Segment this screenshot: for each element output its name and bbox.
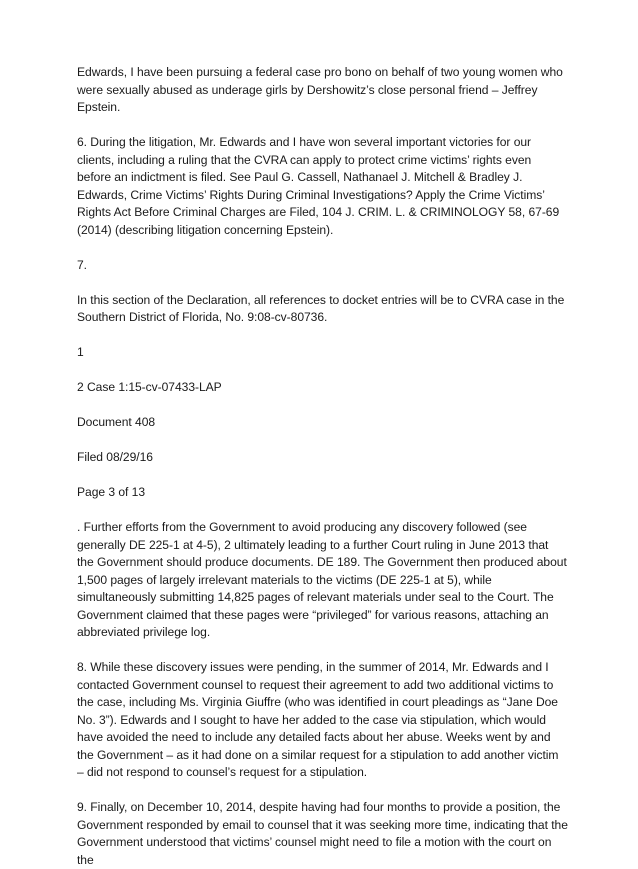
paragraph-discovery-efforts: . Further efforts from the Government to avoid producing any discovery followed (see generally DE 225-1 at 4-5), 2 ultimately leading to a further Court ruling in June 2013 that the Government should produce documents. DE 189. The Government then produced about 1,500 pages of largely irrelevant materials to the victims (DE 225-1 at 5), while simultaneously submitting 14,825 pages of relevant materials under seal to the Court. The Government claimed that these pages were “privileged” for various reasons, attaching an abbreviated privilege log. (77, 520, 567, 639)
paragraph-continuation: Edwards, I have been pursuing a federal case pro bono on behalf of two young women who were sexually abused as underage girls by Dershowitz’s close personal friend – Jeffrey Epstein. (77, 65, 563, 114)
footnote-number: 1 (77, 345, 84, 359)
paragraph-6: 6. During the litigation, Mr. Edwards and I have won several important victories for our clients, including a ruling that the CVRA can apply to protect crime victims’ rights even before an indictment is filed. See Paul G. Cassell, Nathanael J. Mitchell & Bradley J. Edwards, Crime Victims’ Rights During Criminal Investigations? Apply the Crime Victims’ Rights Act Before Criminal Charges are Filed, 104 J. CRIM. L. & CRIMINOLOGY 58, 67-69 (2014) (describing litigation concerning Epstein). (77, 135, 560, 237)
document-number: Document 408 (77, 415, 156, 429)
paragraph-7-number: 7. (77, 257, 87, 272)
footnote-docket-references: In this section of the Declaration, all references to docket entries will be to CVRA case in the Southern District of Florida, No. 9:08-cv-80736. (77, 292, 565, 324)
filed-date: Filed 08/29/16 (77, 450, 153, 464)
paragraph-9: 9. Finally, on December 10, 2014, despite having had four months to provide a position, the Government responded by email to counsel that it was seeking more time, indicating that the Government understood that victims’ counsel might need to file a motion with the court on the (77, 800, 568, 867)
case-header: 2 Case 1:15-cv-07433-LAP (77, 380, 222, 394)
page-number: Page 3 of 13 (77, 485, 145, 499)
paragraph-8: 8. While these discovery issues were pending, in the summer of 2014, Mr. Edwards and I contacted Government counsel to request their agreement to add two additional victims to the case, including Ms. Virginia Giuffre (who was identified in court pleadings as “Jane Doe No. 3”). Edwards and I sought to have her added to the case via stipulation, which would have avoided the need to include any detailed facts about her abuse. Weeks went by and the Government – as it had done on a similar request for a stipulation to add another victim – did not respond to counsel’s request for a stipulation. (77, 660, 559, 779)
